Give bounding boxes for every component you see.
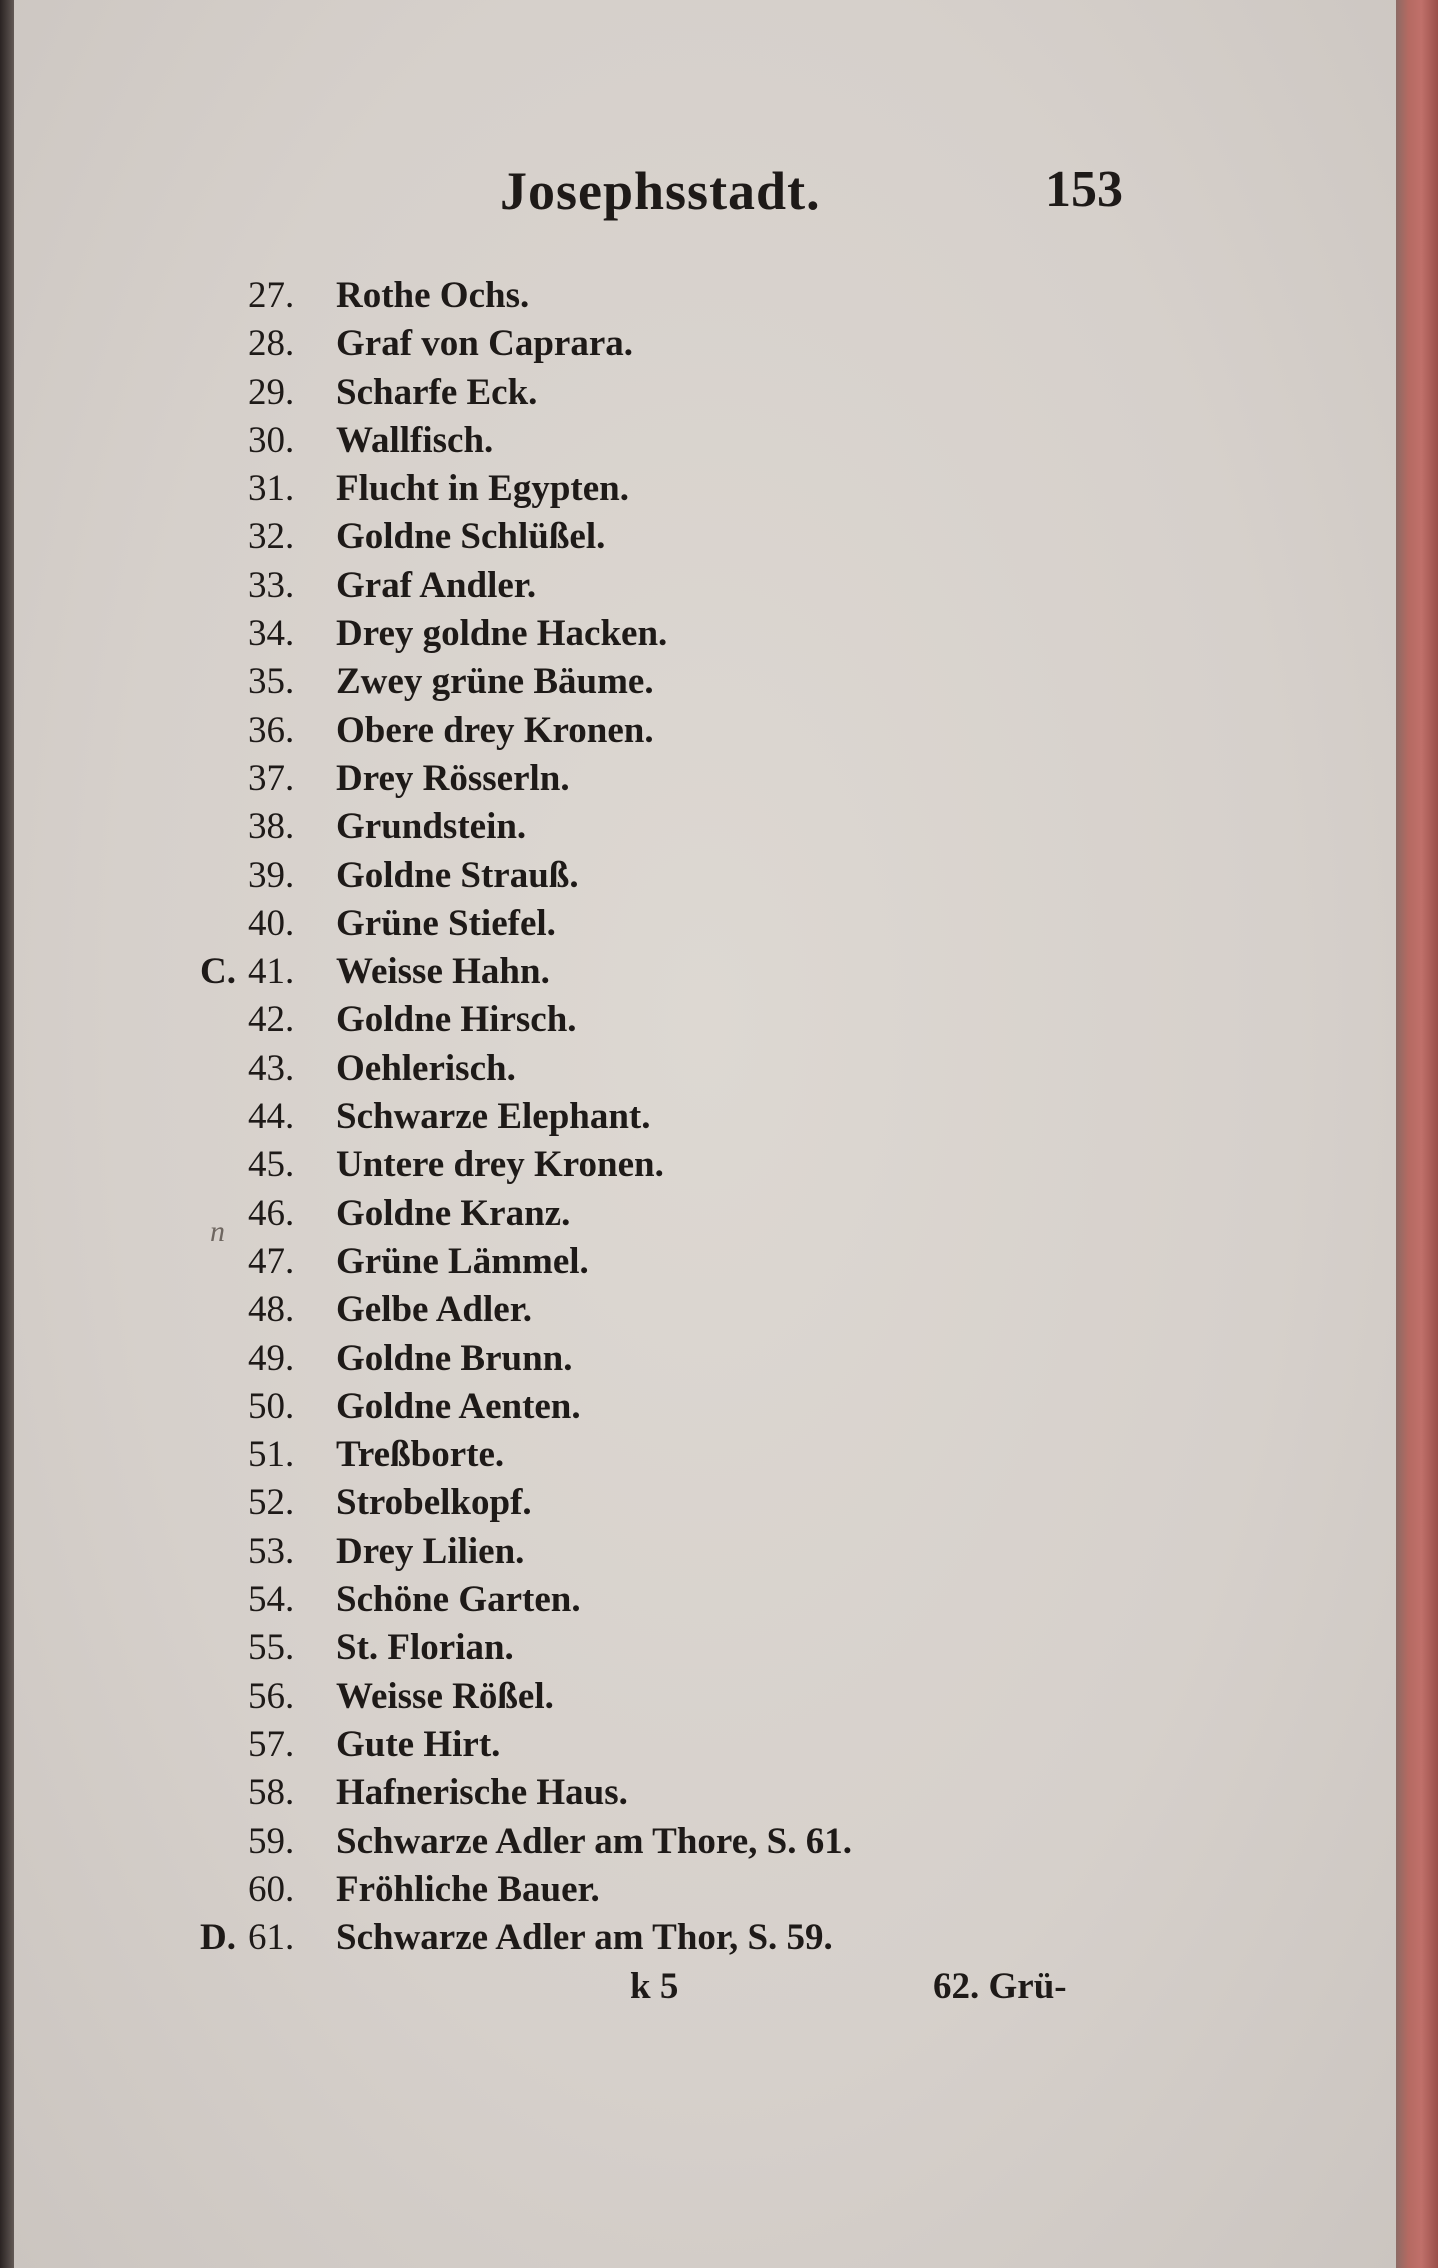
entry-section-marker: C. xyxy=(200,951,236,993)
entry-number: 36. xyxy=(248,709,295,751)
entry-number: 46. xyxy=(248,1192,295,1234)
entry-text: Flucht in Egypten. xyxy=(336,468,629,510)
entry-text: Goldne Schlüßel. xyxy=(336,516,606,558)
entry-number: 56. xyxy=(248,1675,295,1717)
entry-number: 49. xyxy=(248,1337,295,1379)
entry-text: Treßborte. xyxy=(336,1434,505,1476)
pencil-annotation: n xyxy=(210,1215,225,1248)
entry-number: 54. xyxy=(248,1579,295,1621)
entry-text: Hafnerische Haus. xyxy=(336,1772,628,1814)
entry-text: Graf von Caprara. xyxy=(336,323,633,365)
entry-text: Drey goldne Hacken. xyxy=(336,613,668,655)
entry-text: Gelbe Adler. xyxy=(336,1289,532,1331)
catchword: 62. Grü- xyxy=(933,1966,1067,2007)
entry-number: 40. xyxy=(248,902,295,944)
entry-text: Rothe Ochs. xyxy=(336,275,530,316)
entry-number: 28. xyxy=(248,323,295,365)
entry-text: Grüne Stiefel. xyxy=(336,902,556,944)
running-head-title: Josephsstadt. xyxy=(500,161,821,221)
entry-number: 39. xyxy=(248,854,295,896)
entry-number: 32. xyxy=(248,516,295,558)
entry-text: Drey Lilien. xyxy=(336,1530,525,1572)
entry-text: Strobelkopf. xyxy=(336,1482,532,1524)
entry-text: Schwarze Adler am Thore, S. 61. xyxy=(336,1820,852,1862)
entry-number: 53. xyxy=(248,1530,295,1572)
entry-text: St. Florian. xyxy=(336,1627,514,1669)
entry-number: 33. xyxy=(248,564,295,606)
entry-text: Graf Andler. xyxy=(336,564,537,606)
page-number: 153 xyxy=(1045,161,1123,218)
entry-text: Schwarze Elephant. xyxy=(336,1096,651,1138)
entry-text: Grundstein. xyxy=(336,806,527,848)
entry-number: 35. xyxy=(248,661,295,703)
entry-number: 50. xyxy=(248,1385,295,1427)
entry-text: Goldne Hirsch. xyxy=(336,999,577,1041)
entry-number: 47. xyxy=(248,1240,295,1282)
entry-number: 38. xyxy=(248,806,295,848)
entry-text: Obere drey Kronen. xyxy=(336,709,654,751)
entry-number: 48. xyxy=(248,1289,295,1331)
entry-number: 27. xyxy=(248,275,295,316)
entry-text: Goldne Brunn. xyxy=(336,1337,573,1379)
entry-text: Oehlerisch. xyxy=(336,1047,516,1089)
entry-text: Weisse Rößel. xyxy=(336,1675,554,1717)
entry-number: 41. xyxy=(248,951,295,993)
entry-number: 31. xyxy=(248,468,295,510)
entry-text: Fröhliche Bauer. xyxy=(336,1868,600,1910)
entry-text: Wallfisch. xyxy=(336,419,494,461)
entry-section-marker: D. xyxy=(200,1917,236,1959)
entry-number: 57. xyxy=(248,1723,295,1765)
entry-number: 60. xyxy=(248,1868,295,1910)
entry-number: 34. xyxy=(248,613,295,655)
entry-number: 52. xyxy=(248,1482,295,1524)
entry-number: 44. xyxy=(248,1096,295,1138)
entry-text: Grüne Lämmel. xyxy=(336,1240,589,1282)
entry-text: Gute Hirt. xyxy=(336,1723,501,1765)
entry-number: 42. xyxy=(248,999,295,1041)
signature-mark: k 5 xyxy=(630,1966,679,2007)
entry-number: 59. xyxy=(248,1820,295,1862)
entry-text: Scharfe Eck. xyxy=(336,371,538,413)
entry-number: 30. xyxy=(248,419,295,461)
entry-number: 37. xyxy=(248,757,295,799)
entry-text: Drey Rösserln. xyxy=(336,757,570,799)
entry-text: Goldne Kranz. xyxy=(336,1192,571,1234)
entry-number: 45. xyxy=(248,1144,295,1186)
book-page-edge xyxy=(1396,0,1438,2268)
entry-number: 61. xyxy=(248,1917,295,1959)
entry-text: Goldne Aenten. xyxy=(336,1385,581,1427)
entry-text: Schöne Garten. xyxy=(336,1579,581,1621)
entry-number: 43. xyxy=(248,1047,295,1089)
entry-number: 51. xyxy=(248,1434,295,1476)
entry-text: Weisse Hahn. xyxy=(336,951,550,993)
entry-text: Goldne Strauß. xyxy=(336,854,579,896)
entry-text: Schwarze Adler am Thor, S. 59. xyxy=(336,1917,833,1959)
entry-number: 58. xyxy=(248,1772,295,1814)
entry-number: 29. xyxy=(248,371,295,413)
entry-number: 55. xyxy=(248,1627,295,1669)
entry-text: Zwey grüne Bäume. xyxy=(336,661,654,703)
entry-text: Untere drey Kronen. xyxy=(336,1144,664,1186)
